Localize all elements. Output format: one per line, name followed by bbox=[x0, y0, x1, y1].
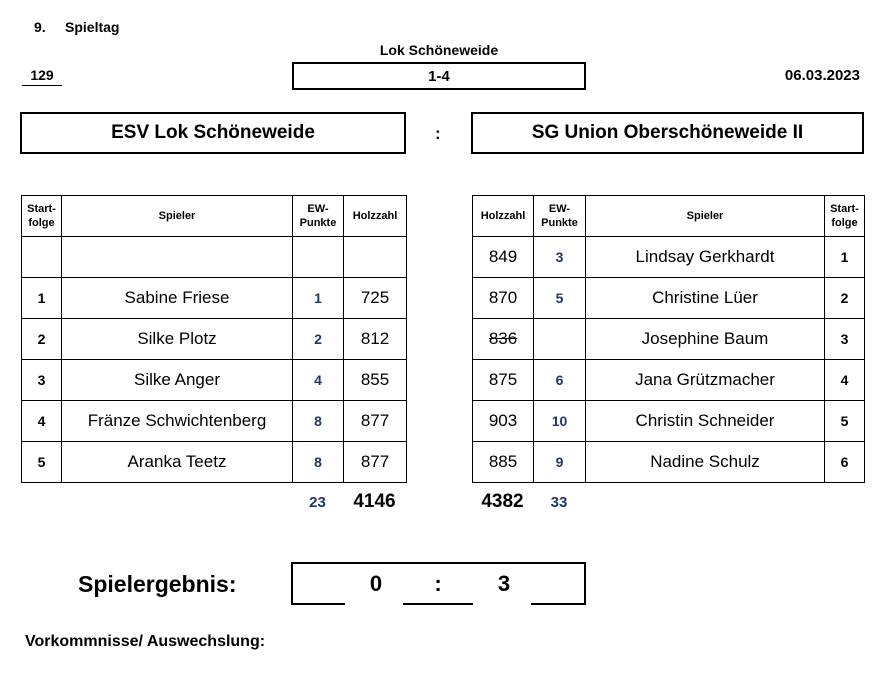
pins: 903 bbox=[473, 401, 534, 442]
start-position: 6 bbox=[825, 442, 865, 483]
score-separator: : bbox=[434, 570, 442, 596]
table-row bbox=[22, 401, 407, 442]
team-separator: : bbox=[435, 124, 441, 143]
ew-points: 8 bbox=[293, 442, 344, 483]
ew-points: 9 bbox=[534, 442, 586, 483]
home-score: 0 bbox=[369, 570, 383, 596]
pins: 812 bbox=[344, 319, 407, 360]
away-player-table bbox=[472, 195, 865, 483]
score-underline-gap bbox=[473, 603, 531, 606]
away-score: 3 bbox=[497, 570, 511, 596]
player-name: Silke Anger bbox=[62, 360, 293, 401]
pins-struck-through: 836 bbox=[473, 319, 534, 360]
away-team-box bbox=[471, 112, 864, 154]
table-row bbox=[22, 442, 407, 483]
player-name bbox=[62, 237, 293, 278]
player-name: Christine Lüer bbox=[586, 278, 825, 319]
table-row bbox=[473, 237, 865, 278]
start-position: 5 bbox=[825, 401, 865, 442]
home-player-table bbox=[21, 195, 407, 483]
header-start-order: Start- folge bbox=[22, 196, 62, 237]
header-pins: Holzzahl bbox=[344, 196, 407, 237]
summary-label: Spielergebnis: bbox=[78, 571, 237, 597]
pins: 877 bbox=[344, 442, 407, 483]
pins bbox=[344, 237, 407, 278]
pins: 855 bbox=[344, 360, 407, 401]
game-number: 129 bbox=[22, 67, 62, 86]
home-total-ew: 23 bbox=[309, 494, 326, 511]
ew-points bbox=[534, 319, 586, 360]
home-team-name: ESV Lok Schöneweide bbox=[111, 122, 315, 143]
player-name: Sabine Friese bbox=[62, 278, 293, 319]
player-name: Silke Plotz bbox=[62, 319, 293, 360]
table-row bbox=[473, 401, 865, 442]
ew-points: 3 bbox=[534, 237, 586, 278]
away-total-ew: 33 bbox=[550, 494, 568, 511]
pins: 885 bbox=[473, 442, 534, 483]
ew-points: 4 bbox=[293, 360, 344, 401]
ew-points: 5 bbox=[534, 278, 586, 319]
player-name: Lindsay Gerkhardt bbox=[586, 237, 825, 278]
header-pins: Holzzahl bbox=[473, 196, 534, 237]
table-row bbox=[22, 319, 407, 360]
table-row bbox=[473, 360, 865, 401]
pins: 875 bbox=[473, 360, 534, 401]
player-name: Fränze Schwichtenberg bbox=[62, 401, 293, 442]
table-row bbox=[473, 442, 865, 483]
ew-points: 10 bbox=[534, 401, 586, 442]
away-total-pins: 4382 bbox=[481, 491, 524, 512]
score-underline-gap bbox=[345, 603, 403, 606]
start-position: 4 bbox=[22, 401, 62, 442]
match-date: 06.03.2023 bbox=[784, 67, 860, 84]
header-ew-points: EW- Punkte bbox=[534, 196, 586, 237]
venue: Lok Schöneweide bbox=[379, 42, 499, 58]
start-position: 3 bbox=[825, 319, 865, 360]
pins: 725 bbox=[344, 278, 407, 319]
ew-points: 2 bbox=[293, 319, 344, 360]
home-team-box bbox=[20, 112, 406, 154]
table-row bbox=[22, 278, 407, 319]
player-name: Jana Grützmacher bbox=[586, 360, 825, 401]
result-value: 1-4 bbox=[428, 67, 450, 85]
home-total-pins: 4146 bbox=[353, 491, 396, 512]
table-row bbox=[473, 278, 865, 319]
home-table-header bbox=[22, 196, 407, 237]
away-team-name: SG Union Oberschöneweide II bbox=[531, 122, 804, 143]
start-position bbox=[22, 237, 62, 278]
player-name: Josephine Baum bbox=[586, 319, 825, 360]
table-row bbox=[22, 360, 407, 401]
ew-points: 1 bbox=[293, 278, 344, 319]
header-start-order: Start- folge bbox=[825, 196, 865, 237]
matchday-label: Spieltag bbox=[65, 19, 120, 35]
player-name: Aranka Teetz bbox=[62, 442, 293, 483]
result-box bbox=[292, 62, 586, 90]
table-row bbox=[22, 237, 407, 278]
header-player: Spieler bbox=[586, 196, 825, 237]
pins: 870 bbox=[473, 278, 534, 319]
start-position: 1 bbox=[22, 278, 62, 319]
start-position: 2 bbox=[22, 319, 62, 360]
table-row bbox=[473, 319, 865, 360]
start-position: 1 bbox=[825, 237, 865, 278]
away-table-header bbox=[473, 196, 865, 237]
header-player: Spieler bbox=[62, 196, 293, 237]
start-position: 5 bbox=[22, 442, 62, 483]
matchday-number: 9. bbox=[34, 19, 46, 35]
start-position: 3 bbox=[22, 360, 62, 401]
incidents-label: Vorkommnisse/ Auswechslung: bbox=[25, 633, 266, 650]
ew-points: 8 bbox=[293, 401, 344, 442]
pins: 849 bbox=[473, 237, 534, 278]
start-position: 4 bbox=[825, 360, 865, 401]
ew-points: 6 bbox=[534, 360, 586, 401]
summary-score-box bbox=[291, 562, 586, 605]
pins: 877 bbox=[344, 401, 407, 442]
header-ew-points: EW- Punkte bbox=[293, 196, 344, 237]
start-position: 2 bbox=[825, 278, 865, 319]
player-name: Christin Schneider bbox=[586, 401, 825, 442]
ew-points bbox=[293, 237, 344, 278]
player-name: Nadine Schulz bbox=[586, 442, 825, 483]
